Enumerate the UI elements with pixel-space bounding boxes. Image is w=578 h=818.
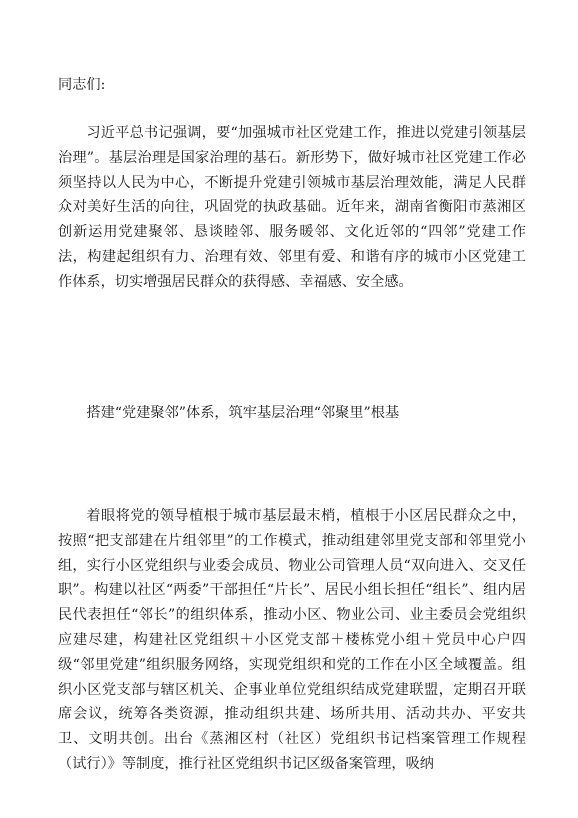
- body-paragraph: 着眼将党的领导植根于城市基层最末梢，植根于小区居民群众之中，按照“把支部建在片组邻里”的工作模式，推动组建邻里党支部和邻里党小组，实行小区党组织与业委会成员、物业公司管理人员“双向进入、交叉任职”。构建以社区“两委”干部担任“片长”、居民小组长担任“组长”、组内居民代表担任“邻长”的组织体系，推动小区、物业公司、业主委员会党组织应建尽建，构建社区党组织＋小区党支部＋楼栋党小组＋党员中心户四级“邻里党建”组织服务网络，实现党组织和党的工作在小区全域覆盖。组织小区党支部与辖区机关、企事业单位党组织结成党建联盟，定期召开联席会议，统筹各类资源，推动组织共建、场所共用、活动共办、平安共卫、文明共创。出台《蒸湘区村（社区）党组织书记档案管理工作规程（试行）》等制度，推行社区党组织书记区级备案管理，吸纳: [58, 508, 526, 772]
- salutation: 同志们:: [58, 77, 106, 93]
- section-heading: 搭建“党建聚邻”体系，筑牢基层治理“邻聚里”根基: [86, 405, 400, 421]
- intro-paragraph: 习近平总书记强调，要“加强城市社区党建工作，推进以党建引领基层治理”。基层治理是国家治理的基石。新形势下，做好城市社区党建工作必须坚持以人民为中心，不断提升党建引领城市基层治理效能，满足人民群众对美好生活的向往，巩固党的执政基础。近年来，湖南省衡阳市蒸湘区创新运用党建聚邻、恳谈睦邻、服务暖邻、文化近邻的“四邻”党建工作法，构建起组织有力、治理有效、邻里有爱、和谐有序的城市小区党建工作体系，切实增强居民群众的获得感、幸福感、安全感。: [58, 125, 526, 290]
